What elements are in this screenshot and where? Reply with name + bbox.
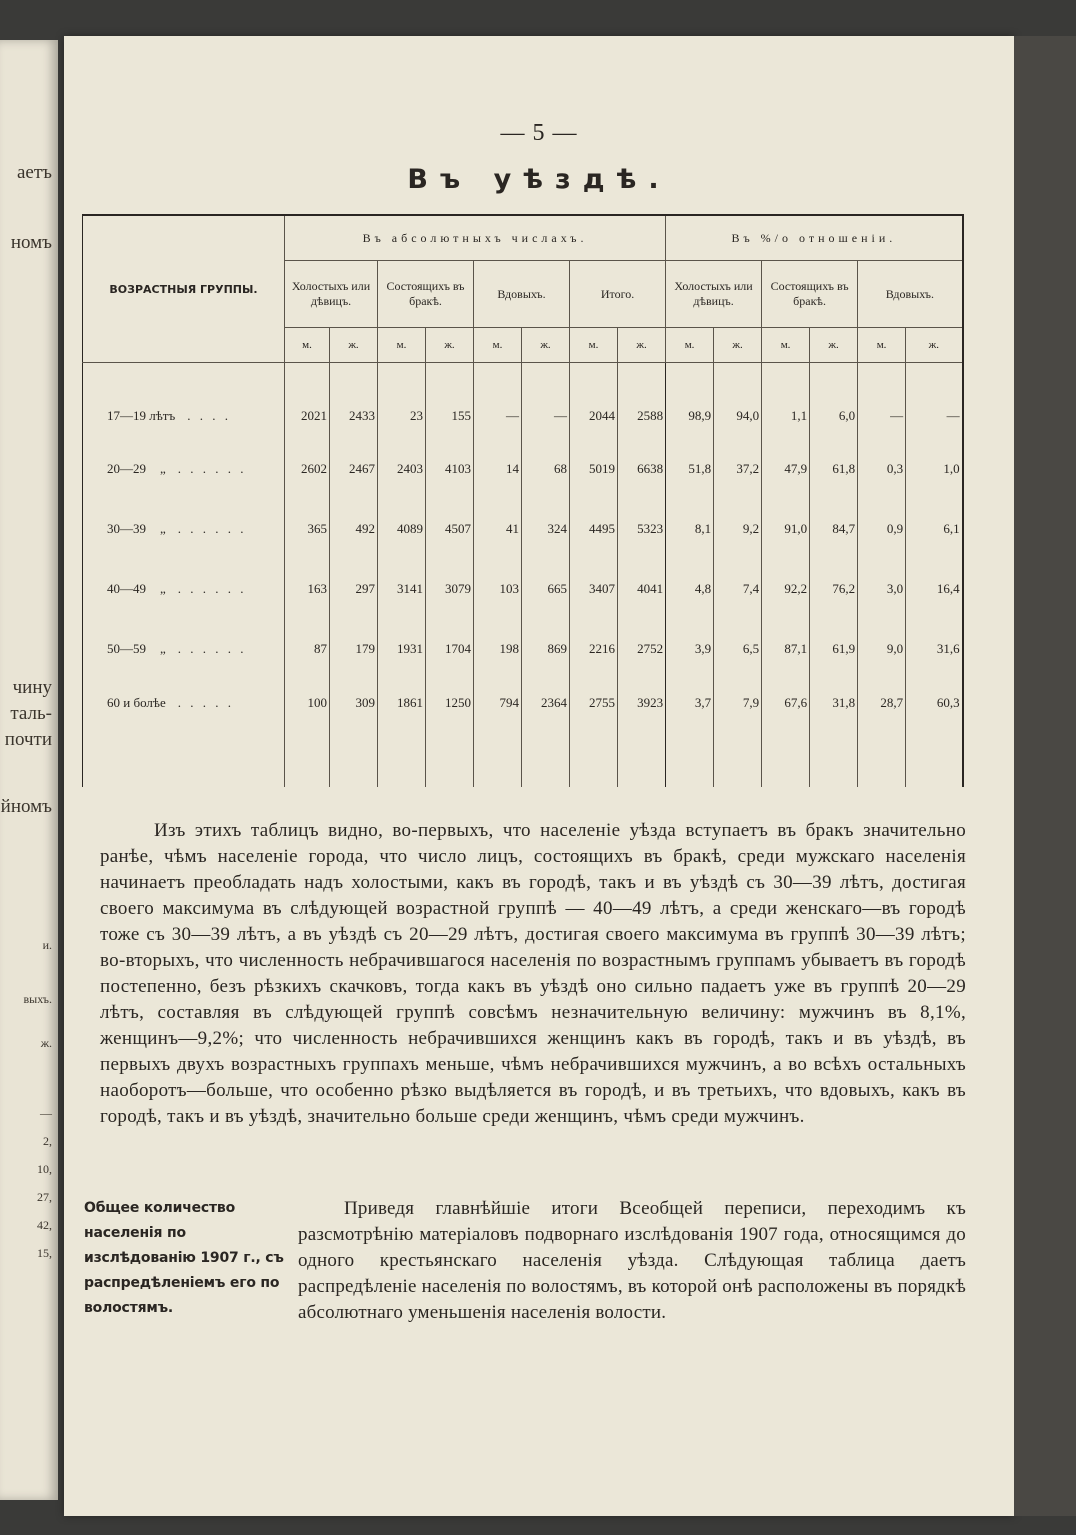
- column-group-header: Итого.: [570, 261, 666, 328]
- value-cell: 2752: [618, 619, 666, 679]
- column-group-header: Вдовыхъ.: [858, 261, 963, 328]
- left-page-fragment: аетъ: [17, 162, 52, 183]
- value-cell: 68: [522, 439, 570, 499]
- leader-dots: . . . . . .: [177, 461, 247, 476]
- left-page-table-fragment: 27,: [37, 1190, 52, 1204]
- table-row: [83, 499, 963, 559]
- value-cell: 61,8: [810, 439, 858, 499]
- value-cell: 28,7: [858, 679, 906, 787]
- value-cell: 4507: [426, 499, 474, 559]
- value-cell: 6,0: [810, 363, 858, 440]
- value-cell: 87,1: [762, 619, 810, 679]
- age-group-cell: [83, 499, 285, 559]
- left-page-table-fragment: выхъ.: [23, 992, 52, 1006]
- value-cell: 4041: [618, 559, 666, 619]
- value-cell: 6,1: [906, 499, 963, 559]
- male-column-header: м.: [570, 328, 618, 363]
- value-cell: 179: [330, 619, 378, 679]
- document-page: [64, 36, 1014, 1516]
- value-cell: 324: [522, 499, 570, 559]
- table-row: [83, 559, 963, 619]
- paragraph-transition: Приведя главнѣйшіе итоги Всеобщей переписи, переходимъ къ разсмотрѣнію матеріаловъ подворнаго изслѣдованія 1907 года, относящимся до одного крестьянскаго населенія уѣзда. Слѣдующая таблица даетъ распредѣленіе населенія по волостямъ, въ которой онѣ расположены въ порядкѣ абсолютнаго уменьшенія населенія волости.: [298, 1198, 966, 1323]
- value-cell: 869: [522, 619, 570, 679]
- value-cell: 61,9: [810, 619, 858, 679]
- value-cell: —: [522, 363, 570, 440]
- value-cell: 3,7: [666, 679, 714, 787]
- value-cell: 3923: [618, 679, 666, 787]
- value-cell: 163: [285, 559, 330, 619]
- leader-dots: . . . . . .: [177, 581, 247, 596]
- page-number: — 5 —: [500, 120, 578, 146]
- value-cell: 98,9: [666, 363, 714, 440]
- left-page-fragment: номъ: [10, 232, 52, 253]
- value-cell: 3,9: [666, 619, 714, 679]
- left-page-table-fragment: и.: [42, 938, 52, 952]
- left-page-fragment: чину: [12, 677, 52, 698]
- value-cell: 2364: [522, 679, 570, 787]
- paragraph-conclusions: Изъ этихъ таблицъ видно, во-первыхъ, что населеніе уѣзда вступаетъ въ бракъ значительно ранѣе, чѣмъ населеніе города, что число лицъ, состоящихъ въ бракѣ, среди мужскаго населенія начинаетъ преобладать надъ холостыми, какъ въ городѣ, такъ и въ уѣздѣ съ 30—39 лѣтъ, достигая своего максимума въ слѣдующей возрастной группѣ — 40—49 лѣтъ, а среди женскаго—въ городѣ тоже съ 30—39 лѣтъ, а въ уѣздѣ съ 20—29 лѣтъ, достигая своего максимума въ группѣ 30—39 лѣтъ; во-вторыхъ, что численность небрачившагося населенія по возрастнымъ группамъ убываетъ въ городѣ постепенно, безъ рѣзкихъ скачковъ, тогда какъ въ уѣздѣ оно сильно падаетъ уже въ группѣ 20—29 лѣтъ, составляя въ слѣдующей группѣ совсѣмъ незначительную величину: мужчинъ въ 8,1%, женщинъ—9,2%; что численность небрачившихся женщинъ какъ въ городѣ, такъ и въ уѣздѣ, въ первыхъ двухъ возрастныхъ группахъ меньше, чѣмъ небрачившихся мужчинъ, а во всѣхъ остальныхъ наоборотъ—больше, что особенно рѣзко выдѣляется въ городѣ, и въ третьихъ, что вдовыхъ, какъ въ городѣ, такъ и въ уѣздѣ, значительно больше среди женщинъ, чѣмъ среди мужчинъ.: [100, 820, 966, 1127]
- age-group-cell: [83, 559, 285, 619]
- value-cell: 2588: [618, 363, 666, 440]
- value-cell: 2755: [570, 679, 618, 787]
- value-cell: 76,2: [810, 559, 858, 619]
- left-page-table-fragment: 15,: [37, 1246, 52, 1260]
- age-group-cell: [83, 363, 285, 440]
- value-cell: 1704: [426, 619, 474, 679]
- male-column-header: м.: [285, 328, 330, 363]
- ditto-mark: „: [160, 521, 166, 536]
- value-cell: 2021: [285, 363, 330, 440]
- value-cell: 4103: [426, 439, 474, 499]
- value-cell: 1,1: [762, 363, 810, 440]
- value-cell: 2467: [330, 439, 378, 499]
- left-page-table-fragment: ж.: [40, 1036, 52, 1050]
- value-cell: 3141: [378, 559, 426, 619]
- value-cell: 365: [285, 499, 330, 559]
- value-cell: 60,3: [906, 679, 963, 787]
- value-cell: 309: [330, 679, 378, 787]
- table-row: [83, 439, 963, 499]
- age-group-cell: [83, 439, 285, 499]
- age-group-label: 17—19 лѣтъ: [107, 408, 176, 423]
- ditto-mark: „: [160, 461, 166, 476]
- female-column-header: ж.: [522, 328, 570, 363]
- table-row: [83, 619, 963, 679]
- value-cell: 297: [330, 559, 378, 619]
- value-cell: 3,0: [858, 559, 906, 619]
- ditto-mark: „: [160, 581, 166, 596]
- value-cell: 47,9: [762, 439, 810, 499]
- left-page-table-fragment: —: [40, 1106, 52, 1120]
- absolute-numbers-header: Въ абсолютныхъ числахъ.: [285, 215, 666, 261]
- column-group-header: Холостыхъ или дѣвицъ.: [285, 261, 378, 328]
- statistics-table: [82, 214, 962, 796]
- value-cell: 2403: [378, 439, 426, 499]
- value-cell: 0,3: [858, 439, 906, 499]
- female-column-header: ж.: [810, 328, 858, 363]
- male-column-header: м.: [378, 328, 426, 363]
- value-cell: 94,0: [714, 363, 762, 440]
- value-cell: 9,0: [858, 619, 906, 679]
- percent-header: Въ %/о отношеніи.: [666, 215, 963, 261]
- male-column-header: м.: [762, 328, 810, 363]
- value-cell: 2216: [570, 619, 618, 679]
- value-cell: 155: [426, 363, 474, 440]
- male-column-header: м.: [474, 328, 522, 363]
- value-cell: —: [474, 363, 522, 440]
- female-column-header: ж.: [618, 328, 666, 363]
- leader-dots: . . . .: [187, 408, 231, 423]
- table-row: [83, 363, 963, 440]
- value-cell: 198: [474, 619, 522, 679]
- value-cell: 4,8: [666, 559, 714, 619]
- age-group-cell: [83, 619, 285, 679]
- value-cell: 23: [378, 363, 426, 440]
- value-cell: 103: [474, 559, 522, 619]
- value-cell: 9,2: [714, 499, 762, 559]
- value-cell: 2044: [570, 363, 618, 440]
- value-cell: 92,2: [762, 559, 810, 619]
- value-cell: 1931: [378, 619, 426, 679]
- column-group-header: Состоящихъ въ бракѣ.: [762, 261, 858, 328]
- age-group-label: 60 и болѣе: [107, 695, 166, 710]
- value-cell: 41: [474, 499, 522, 559]
- value-cell: 91,0: [762, 499, 810, 559]
- left-page-table-fragment: 42,: [37, 1218, 52, 1232]
- value-cell: 1,0: [906, 439, 963, 499]
- age-group-label: 20—29: [107, 461, 146, 476]
- value-cell: 3079: [426, 559, 474, 619]
- table-row: [83, 679, 963, 787]
- value-cell: 6638: [618, 439, 666, 499]
- value-cell: 51,8: [666, 439, 714, 499]
- value-cell: 0,9: [858, 499, 906, 559]
- value-cell: 31,6: [906, 619, 963, 679]
- value-cell: 87: [285, 619, 330, 679]
- leader-dots: . . . . . .: [177, 641, 247, 656]
- column-group-header: Холостыхъ или дѣвицъ.: [666, 261, 762, 328]
- value-cell: 4495: [570, 499, 618, 559]
- value-cell: 7,4: [714, 559, 762, 619]
- value-cell: 67,6: [762, 679, 810, 787]
- value-cell: 6,5: [714, 619, 762, 679]
- leader-dots: . . . . . .: [177, 521, 247, 536]
- left-page-fragment: таль-: [10, 703, 52, 724]
- left-page-fragment: йномъ: [0, 796, 52, 817]
- value-cell: 37,2: [714, 439, 762, 499]
- value-cell: —: [858, 363, 906, 440]
- value-cell: 16,4: [906, 559, 963, 619]
- value-cell: 8,1: [666, 499, 714, 559]
- value-cell: 2433: [330, 363, 378, 440]
- column-group-header: Вдовыхъ.: [474, 261, 570, 328]
- value-cell: 5323: [618, 499, 666, 559]
- female-column-header: ж.: [906, 328, 963, 363]
- value-cell: 2602: [285, 439, 330, 499]
- value-cell: 492: [330, 499, 378, 559]
- value-cell: 84,7: [810, 499, 858, 559]
- row-header: ВОЗРАСТНЫЯ ГРУППЫ.: [83, 215, 285, 363]
- margin-note: Общее количество населенія по изслѣдованію 1907 г., съ распредѣленіемъ его по волостямъ.: [84, 1200, 284, 1316]
- female-column-header: ж.: [714, 328, 762, 363]
- left-page-table-fragment: 2,: [43, 1134, 52, 1148]
- value-cell: 14: [474, 439, 522, 499]
- left-page-table-fragment: 10,: [37, 1162, 52, 1176]
- male-column-header: м.: [666, 328, 714, 363]
- age-group-cell: [83, 679, 285, 787]
- value-cell: 1861: [378, 679, 426, 787]
- female-column-header: ж.: [330, 328, 378, 363]
- value-cell: 3407: [570, 559, 618, 619]
- value-cell: 5019: [570, 439, 618, 499]
- value-cell: 4089: [378, 499, 426, 559]
- column-group-header: Состоящихъ въ бракѣ.: [378, 261, 474, 328]
- value-cell: 794: [474, 679, 522, 787]
- left-page-fragment: почти: [4, 729, 52, 750]
- value-cell: 31,8: [810, 679, 858, 787]
- age-group-label: 40—49: [107, 581, 146, 596]
- female-column-header: ж.: [426, 328, 474, 363]
- male-column-header: м.: [858, 328, 906, 363]
- background-edge: [1014, 36, 1076, 1516]
- age-group-label: 30—39: [107, 521, 146, 536]
- age-group-label: 50—59: [107, 641, 146, 656]
- value-cell: 7,9: [714, 679, 762, 787]
- value-cell: 1250: [426, 679, 474, 787]
- leader-dots: . . . . .: [177, 695, 234, 710]
- value-cell: 665: [522, 559, 570, 619]
- adjacent-page-edge: [0, 40, 58, 1500]
- value-cell: —: [906, 363, 963, 440]
- value-cell: 100: [285, 679, 330, 787]
- ditto-mark: „: [160, 641, 166, 656]
- section-heading: Въ уѣздѣ.: [407, 164, 671, 195]
